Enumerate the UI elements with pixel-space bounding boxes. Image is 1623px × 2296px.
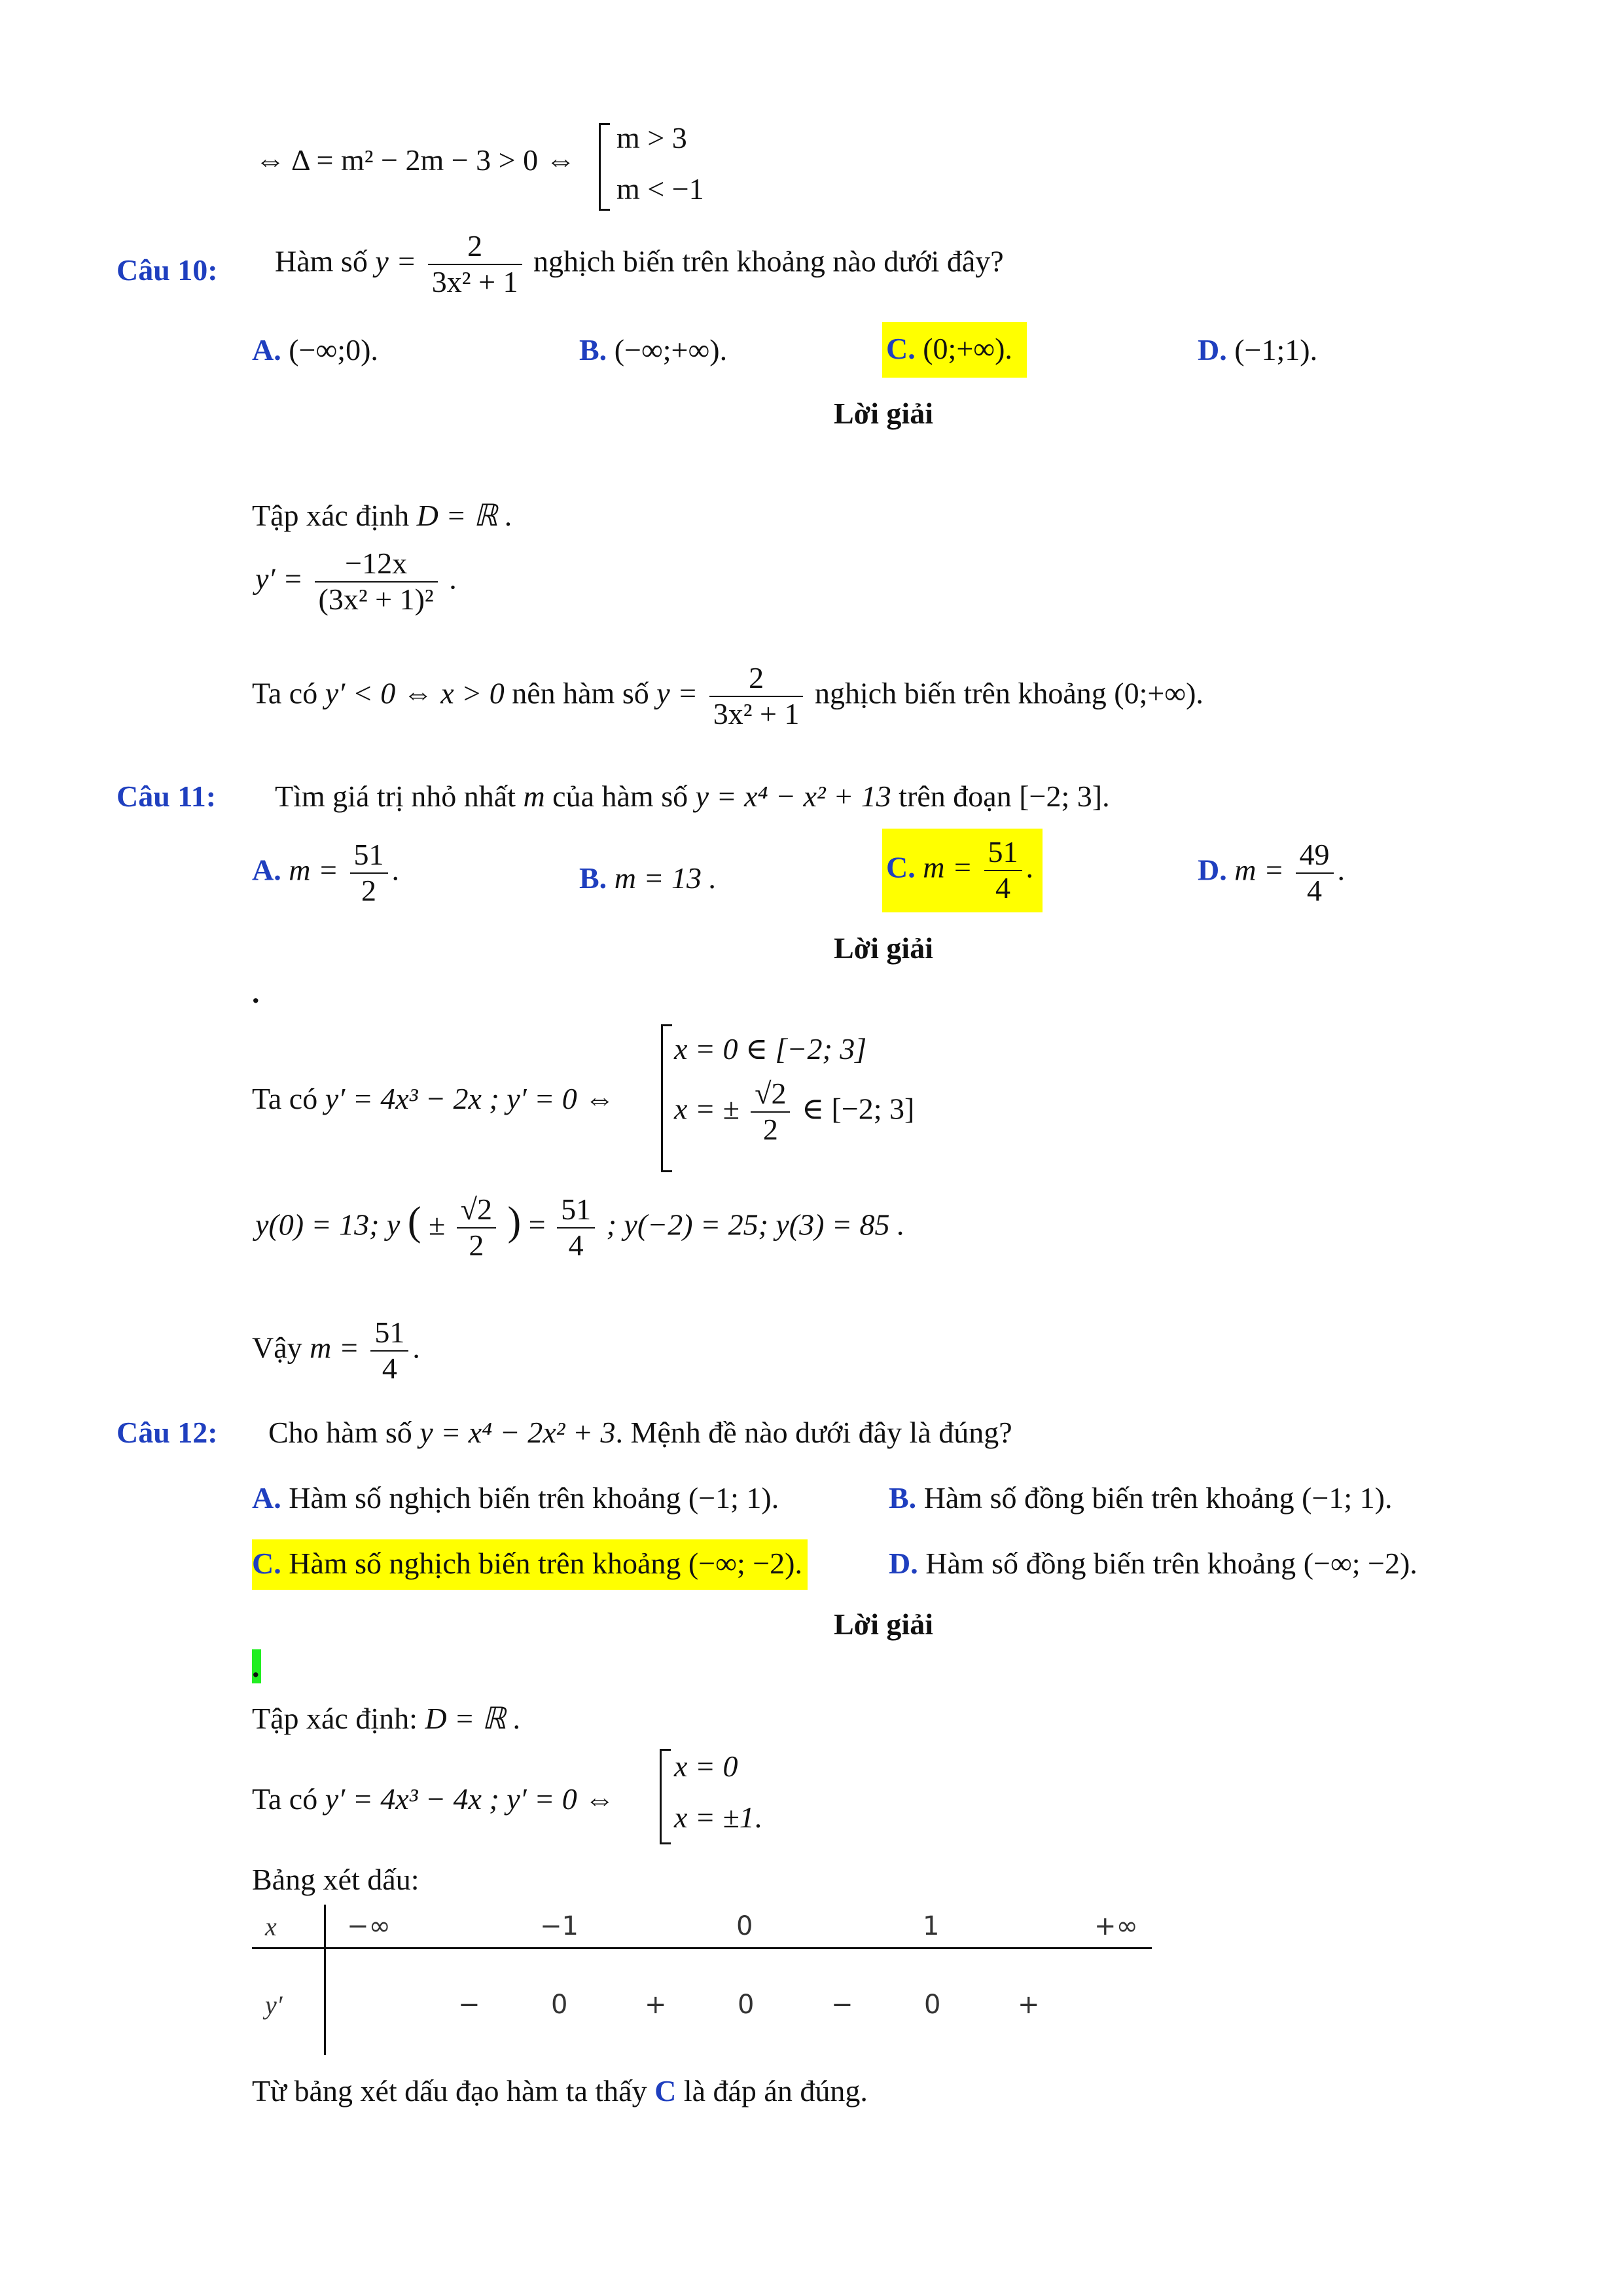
q11-case-2-fraction (751, 1077, 790, 1147)
q11-final-den: 4 (382, 1351, 397, 1385)
q11-values-b: ; y(−2) = 25; y(3) = 85 . (606, 1208, 905, 1242)
q11-option-d-den: 4 (1307, 873, 1322, 907)
sign-table-sign-2: + (645, 1990, 667, 2020)
q10-conclusion-c: nghịch biến trên khoảng (814, 676, 1107, 710)
q10-domain-math: D = ℝ . (416, 499, 513, 532)
q10-stem (275, 229, 1004, 300)
q10-conclusion-den: 3x² + 1 (713, 696, 800, 730)
q10-option-d-text: (−1;1). (1234, 333, 1318, 367)
q11-option-d-fraction (1296, 838, 1334, 908)
top-case-2: m < −1 (616, 172, 704, 206)
q11-final: Vậy m = $\frac{51}{4}$ . (252, 1316, 420, 1385)
q12-option-d-interval: (−∞; −2). (1303, 1547, 1418, 1580)
q11-values-fraction (457, 1193, 496, 1263)
q10-derivative: y′ = $\frac{-12x}{\text{(3x² + 1)²}}$ . (255, 547, 457, 616)
sign-table-zero-1: 0 (551, 1990, 568, 2020)
q12-option-a (252, 1480, 779, 1515)
q11-case-2-post: ∈ [−2; 3] (801, 1092, 915, 1126)
q11-option-a-fraction (350, 838, 388, 908)
q11-text-b: của hàm số (552, 780, 688, 813)
q10-conclusion-b: nên hàm số (512, 676, 649, 710)
q12-option-d (889, 1546, 1418, 1581)
top-line (255, 143, 576, 177)
q11-option-a-den: 2 (361, 873, 376, 907)
q11-case-2-pre: x = ± (674, 1092, 740, 1126)
sign-table-hline (252, 1947, 1152, 1949)
top-bracket (599, 123, 610, 211)
q12-case-1 (674, 1749, 738, 1784)
q11-stem (275, 779, 1110, 814)
q12-table-title: Bảng xét dấu: (252, 1863, 419, 1896)
q10-domain-text: Tập xác định (252, 499, 410, 532)
q12-option-a-interval: (−1; 1). (688, 1481, 779, 1515)
q11-option-d-letter: D. (1198, 853, 1227, 887)
q11-option-c-num: 51 (984, 835, 1022, 871)
q10-conclusion-fraction (709, 661, 804, 732)
q11-values-a: y(0) = 13; y (255, 1208, 401, 1242)
q12-label: Câu 12: (116, 1416, 218, 1449)
q12-final-b: là đáp án đúng. (683, 2074, 868, 2108)
sign-table-x-minus-inf: −∞ (347, 1911, 391, 1941)
q10-frac-den: 3x² + 1 (431, 264, 518, 298)
q12-text-b: . Mệnh đề nào dưới đây là đúng? (615, 1416, 1012, 1449)
sign-table-zero-2: 0 (738, 1990, 755, 2020)
q11-dot: . (252, 976, 260, 1009)
q11-option-c-den: 4 (995, 870, 1010, 905)
sign-table-x-label-text: x (265, 1912, 277, 1941)
q10-option-b-text: (−∞;+∞). (614, 333, 728, 367)
q11-values-den-2: 4 (568, 1228, 584, 1262)
q12-final (252, 2073, 868, 2108)
q11-final-fraction (370, 1316, 408, 1386)
q12-bracket (660, 1749, 671, 1844)
sign-table-x-minus-one: −1 (540, 1911, 579, 1941)
q12-option-b-letter: B. (889, 1481, 917, 1515)
q12-func: y = x⁴ − 2x² + 3 (419, 1416, 616, 1449)
sign-table-y-label-text: y′ (265, 1990, 283, 2020)
q11-case-2-num: √2 (751, 1077, 790, 1113)
q10-domain (252, 497, 512, 533)
q12-domain-math: D = ℝ . (425, 1702, 522, 1735)
q11-final-num: 51 (370, 1316, 408, 1352)
q10-option-d (1198, 332, 1317, 367)
q10-text-after: nghịch biến trên khoảng nào dưới đây? (533, 244, 1004, 278)
q10-conclusion (252, 661, 1204, 732)
q11-text-a: Tìm giá trị nhỏ nhất (275, 780, 516, 813)
q10-text-before: Hàm số (275, 244, 368, 278)
sign-table-zero-3: 0 (924, 1990, 941, 2020)
q12-text-a: Cho hàm số (268, 1416, 412, 1449)
q11-deriv-text: Ta có (252, 1082, 318, 1115)
q11-case-2-den: 2 (762, 1112, 778, 1146)
q11-derivative (252, 1081, 615, 1116)
q12-dot: . (252, 1649, 261, 1683)
q12-case-1-text: x = 0 (674, 1749, 738, 1783)
q11-label: Câu 11: (116, 780, 217, 813)
sign-table-sign-1: − (458, 1990, 480, 2020)
top-case-1: m > 3 (616, 121, 687, 154)
q12-option-c-text: Hàm số nghịch biến trên khoảng (289, 1547, 681, 1580)
q11-case-1 (674, 1031, 866, 1066)
q11-option-d-pre: m = (1234, 853, 1284, 887)
q11-values-fraction-2 (557, 1193, 595, 1263)
q11-final-a: Vậy (252, 1331, 302, 1365)
q11-option-d: D. m = $\frac{49}{4}$ . (1198, 838, 1345, 907)
q11-option-c: C. m = $\frac{51}{4}$ . (882, 829, 1043, 912)
q11-option-b-pre: m = 13 . (614, 861, 717, 895)
q12-option-b-text: Hàm số đồng biến trên khoảng (923, 1481, 1294, 1515)
q12-option-d-letter: D. (889, 1547, 918, 1580)
q12-final-c: C (654, 2074, 677, 2108)
q11-deriv-math: y′ = 4x³ − 2x ; y′ = 0 ⇔ (325, 1082, 615, 1115)
q10-conclusion-num: 2 (709, 661, 804, 697)
q10-deriv-den: (3x² + 1)² (318, 582, 434, 616)
top-line-math: ⇔ Δ = m² − 2m − 3 > 0 ⇔ (255, 143, 576, 177)
q12-option-a-text: Hàm số nghịch biến trên khoảng (289, 1481, 681, 1515)
q10-option-c-letter: C. (886, 332, 916, 365)
q12-domain-text: Tập xác định: (252, 1702, 418, 1735)
q10-conclusion-a: Ta có (252, 676, 318, 710)
q12-deriv-text: Ta có (252, 1782, 318, 1816)
q11-values-num-2: 51 (557, 1193, 595, 1229)
q10-option-d-letter: D. (1198, 333, 1227, 367)
q10-deriv-num: −12x (315, 547, 438, 583)
q10-option-b-letter: B. (579, 333, 607, 367)
q11-option-c-fraction (984, 835, 1022, 906)
q11-case-1-text: x = 0 ∈ [−2; 3] (674, 1032, 867, 1066)
q11-option-c-pre: m = (923, 850, 972, 884)
q12-solution-title: Lời giải (834, 1607, 933, 1641)
q11-values-eq: = (528, 1208, 546, 1242)
q10-conclusion-math: y′ < 0 ⇔ x > 0 (325, 676, 505, 710)
q10-option-a-text: (−∞;0). (289, 333, 378, 367)
sign-table-x-label (265, 1911, 277, 1942)
q10-frac-num: 2 (428, 229, 522, 265)
sign-table-y-label (265, 1990, 283, 2020)
q11-option-d-num: 49 (1296, 838, 1334, 874)
sign-table-vline (324, 1905, 326, 2055)
q11-option-b-letter: B. (579, 861, 607, 895)
q11-values: y(0) = 13; y ( ± $\frac{√2}{2}$ ) = $\frac{51}{4}$ ; y(−2) = 25; y(3) = 85 . (255, 1193, 905, 1262)
sign-table-x-zero: 0 (736, 1911, 753, 1941)
q11-interval: [−2; 3]. (1019, 780, 1110, 813)
q12-case-2-text: x = ±1 (674, 1801, 755, 1834)
q12-option-c-letter: C. (252, 1547, 281, 1580)
q10-conclusion-y: y = (656, 676, 698, 710)
q11-option-a: A. m = $\frac{51}{2}$ . (252, 838, 399, 907)
q12-case-2: x = ±1. (674, 1801, 762, 1834)
q10-option-a (252, 332, 378, 367)
q11-values-den: 2 (469, 1228, 484, 1262)
q10-option-c-text: (0;+∞). (923, 332, 1012, 365)
q11-values-pm: ± (429, 1208, 446, 1242)
q10-option-b (579, 332, 727, 367)
q10-option-a-letter: A. (252, 333, 281, 367)
q12-deriv-math: y′ = 4x³ − 4x ; y′ = 0 ⇔ (325, 1782, 615, 1816)
q11-text-m: m (523, 780, 545, 813)
q11-final-m: m = (310, 1331, 359, 1365)
q11-case-2 (674, 1077, 914, 1147)
q12-final-a: Từ bảng xét dấu đạo hàm ta thấy (252, 2074, 647, 2108)
q12-option-d-text: Hàm số đồng biến trên khoảng (925, 1547, 1296, 1580)
q12-derivative (252, 1782, 615, 1816)
q11-solution-title: Lời giải (834, 931, 933, 965)
sign-table-x-plus-inf: +∞ (1094, 1911, 1138, 1941)
q10-conclusion-interval: (0;+∞). (1114, 676, 1204, 710)
q11-option-a-num: 51 (350, 838, 388, 874)
q10-fraction (428, 229, 522, 300)
q10-deriv-lhs: y′ = (255, 562, 304, 596)
sign-table-sign-4: + (1018, 1990, 1040, 2020)
q11-func: y = x⁴ − x² + 13 (695, 780, 891, 813)
q11-option-c-letter: C. (886, 850, 916, 884)
q11-values-num: √2 (457, 1193, 496, 1229)
q12-stem (268, 1415, 1012, 1450)
sign-table-x-one: 1 (923, 1911, 940, 1941)
q11-bracket (661, 1024, 672, 1172)
q10-solution-title: Lời giải (834, 397, 933, 430)
q10-deriv-fraction (315, 547, 438, 617)
q11-text-c: trên đoạn (899, 780, 1012, 813)
q12-option-c-interval: (−∞; −2). (688, 1547, 802, 1580)
q10-label: Câu 10: (116, 253, 218, 287)
q12-domain (252, 1700, 521, 1736)
q12-option-c (252, 1539, 808, 1590)
q11-option-a-pre: m = (289, 853, 338, 887)
q11-option-a-letter: A. (252, 853, 281, 887)
q10-option-c (882, 322, 1027, 378)
sign-table-sign-3: − (831, 1990, 853, 2020)
q10-y-eq: y = (375, 244, 417, 278)
q11-option-b (579, 861, 717, 895)
q12-option-b-interval: (−1; 1). (1302, 1481, 1393, 1515)
q12-option-b (889, 1480, 1393, 1515)
q12-option-a-letter: A. (252, 1481, 281, 1515)
